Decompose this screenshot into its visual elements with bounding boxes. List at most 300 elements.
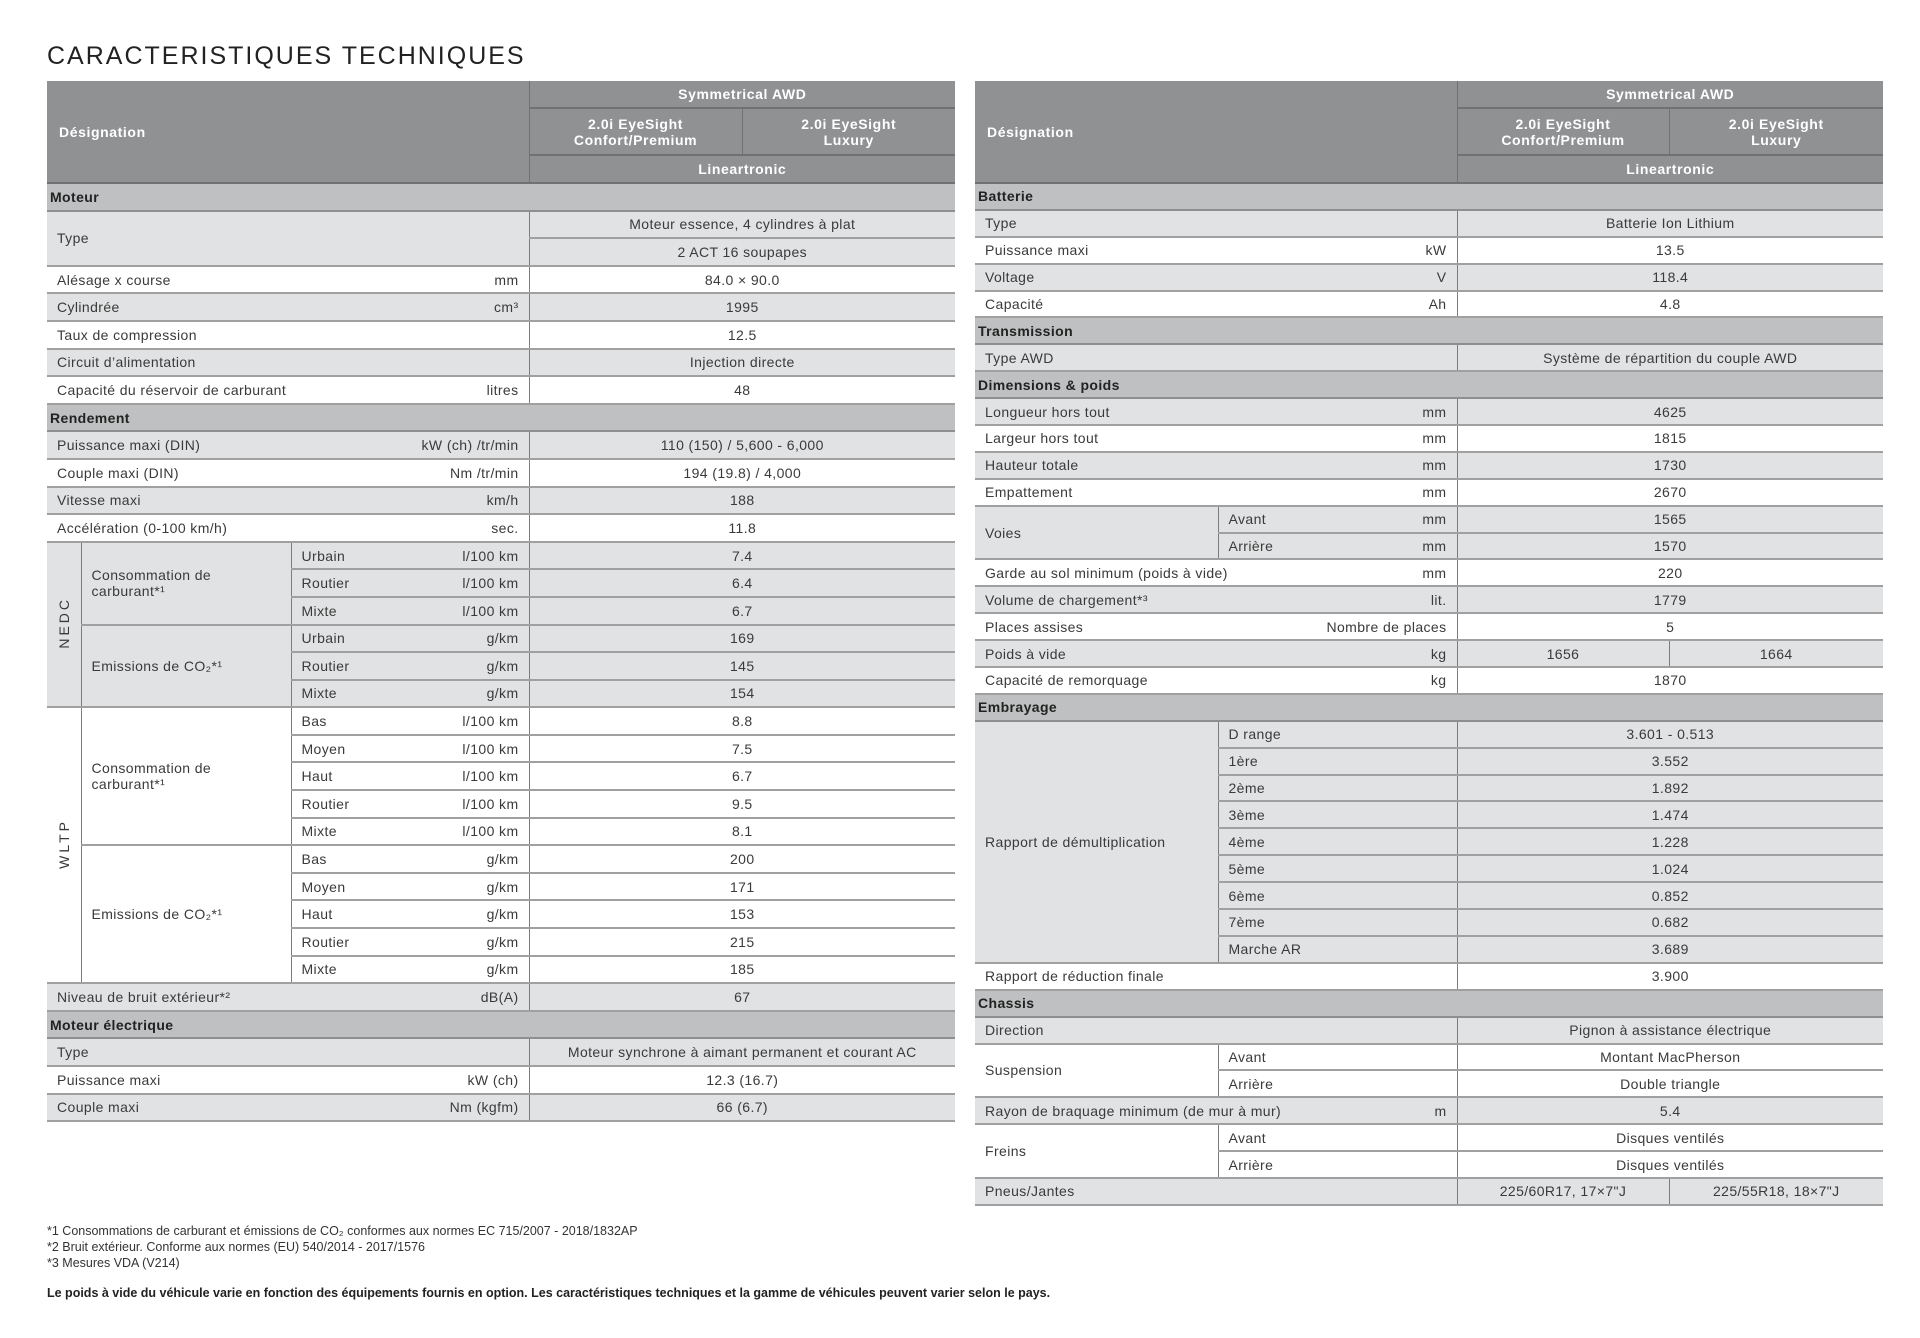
label-text: D range <box>1228 726 1282 743</box>
unit-text: g/km <box>486 933 519 950</box>
value-cell: 4.8 <box>1457 291 1883 318</box>
table-row <box>975 1017 1883 1044</box>
value-cell: 171 <box>529 873 955 901</box>
label-text: Couple maxi (DIN) <box>57 464 179 481</box>
value-cell: 12.3 (16.7) <box>529 1066 955 1094</box>
value-cell: 8.1 <box>529 818 955 846</box>
row-label <box>47 293 529 321</box>
unit-text: l/100 km <box>462 823 519 840</box>
row-label <box>47 266 529 294</box>
value-cell: 145 <box>529 652 955 680</box>
value-cell: 1570 <box>1457 533 1883 560</box>
unit-text: Nm (kgfm) <box>449 1099 519 1116</box>
value-cell: 7.4 <box>529 542 955 570</box>
value-cell: 1664 <box>1669 640 1883 667</box>
unit-text: sec. <box>491 519 519 536</box>
label-text: Routier <box>301 657 350 674</box>
row-label <box>291 956 529 984</box>
unit-text: cm³ <box>494 299 519 316</box>
label-text: Voltage <box>985 269 1035 286</box>
label-text: Direction <box>985 1022 1044 1039</box>
label-text: Bas <box>301 713 327 730</box>
label-text: Garde au sol minimum (poids à vide) <box>985 564 1228 581</box>
label-text: Longueur hors tout <box>985 403 1110 420</box>
label-text: Pneus/Jantes <box>985 1183 1075 1200</box>
label-text: Avant <box>1228 1129 1267 1146</box>
table-row <box>975 640 1883 667</box>
row-label <box>975 425 1457 452</box>
transmission-header: Lineartronic <box>529 155 955 183</box>
drive-header: Symmetrical AWD <box>1457 81 1883 108</box>
row-label <box>975 344 1457 371</box>
designation-header: Désignation <box>47 81 529 183</box>
value-cell: 48 <box>529 376 955 404</box>
group-label: Emissions de CO₂*¹ <box>81 625 291 708</box>
value-cell: 169 <box>529 625 955 653</box>
value-cell: 215 <box>529 928 955 956</box>
row-label <box>291 762 529 790</box>
row-label <box>291 625 529 653</box>
label-text: 2ème <box>1228 780 1266 797</box>
section-title: Moteur <box>47 183 955 211</box>
unit-text: mm <box>1422 484 1447 501</box>
section-row <box>975 990 1883 1017</box>
value-cell: 2670 <box>1457 479 1883 506</box>
footnote: *2 Bruit extérieur. Conforme aux normes (EU) 540/2014 - 2017/1576 <box>47 1240 425 1254</box>
table-row <box>47 376 955 404</box>
value-cell: Double triangle <box>1457 1070 1883 1097</box>
label-text: Puissance maxi <box>57 1071 161 1088</box>
label-text: Routier <box>301 933 350 950</box>
label-text: Marche AR <box>1228 941 1302 958</box>
value-cell: Système de répartition du couple AWD <box>1457 344 1883 371</box>
label-text: Mixte <box>301 823 337 840</box>
table-row <box>47 266 955 294</box>
row-label <box>975 291 1457 318</box>
table-row <box>975 425 1883 452</box>
value-cell: 225/60R17, 17×7"J <box>1457 1178 1669 1205</box>
label-text: Arrière <box>1228 538 1274 555</box>
row-label <box>1218 1070 1457 1097</box>
label-text: Urbain <box>301 547 346 564</box>
model-header: 2.0i EyeSight Luxury <box>742 108 955 155</box>
cycle-text: NEDC <box>55 597 72 649</box>
drive-header: Symmetrical AWD <box>529 81 955 108</box>
table-row <box>975 479 1883 506</box>
value-cell: 188 <box>529 487 955 515</box>
row-label <box>47 349 529 377</box>
table-row <box>47 707 955 735</box>
unit-text: g/km <box>486 685 519 702</box>
label-text: Type <box>57 1044 89 1061</box>
unit-text: m <box>1434 1102 1447 1119</box>
value-cell: Disques ventilés <box>1457 1151 1883 1178</box>
label-text: Routier <box>301 575 350 592</box>
row-label <box>975 1017 1457 1044</box>
row-label <box>291 873 529 901</box>
row-label <box>291 597 529 625</box>
table-row <box>975 344 1883 371</box>
value-cell: 185 <box>529 956 955 984</box>
table-row <box>47 514 955 542</box>
row-label <box>291 900 529 928</box>
label-text: Routier <box>301 795 350 812</box>
unit-text: mm <box>1422 538 1447 555</box>
value-cell: 6.4 <box>529 569 955 597</box>
value-cell: 200 <box>529 845 955 873</box>
value-cell: 1870 <box>1457 667 1883 694</box>
unit-text: kW (ch) /tr/min <box>421 437 519 454</box>
table-row <box>975 559 1883 586</box>
row-label <box>1218 1124 1457 1151</box>
label-text: Empattement <box>985 484 1073 501</box>
label-text: Largeur hors tout <box>985 430 1099 447</box>
row-label <box>975 667 1457 694</box>
row-label <box>975 398 1457 425</box>
label-text: Hauteur totale <box>985 457 1079 474</box>
unit-text: g/km <box>486 630 519 647</box>
unit-text: Ah <box>1428 296 1447 312</box>
row-label <box>47 1066 529 1094</box>
label-text: Type AWD <box>985 349 1054 366</box>
label-text: 1ère <box>1228 753 1259 770</box>
row-label <box>291 845 529 873</box>
label-text: Rapport de réduction finale <box>985 968 1164 985</box>
unit-text: kg <box>1430 672 1447 689</box>
unit-text: km/h <box>486 492 519 509</box>
table-row <box>47 542 955 570</box>
row-label <box>1218 801 1457 828</box>
value-cell: 3.552 <box>1457 748 1883 775</box>
table-row <box>975 291 1883 318</box>
table-row <box>975 398 1883 425</box>
label-text: Haut <box>301 768 333 785</box>
value-cell: 11.8 <box>529 514 955 542</box>
designation-header: Désignation <box>975 81 1457 183</box>
value-cell: 2 ACT 16 soupapes <box>529 238 955 266</box>
unit-text: kW <box>1425 242 1447 259</box>
value-cell: 1.228 <box>1457 828 1883 855</box>
unit-text: kW (ch) <box>467 1071 519 1088</box>
value-cell: Pignon à assistance électrique <box>1457 1017 1883 1044</box>
value-cell: 84.0 × 90.0 <box>529 266 955 294</box>
unit-text: l/100 km <box>462 547 519 564</box>
value-cell: 1.474 <box>1457 801 1883 828</box>
label-text: Places assises <box>985 618 1084 635</box>
row-label <box>975 1097 1457 1124</box>
value-cell: 5.4 <box>1457 1097 1883 1124</box>
row-label <box>291 652 529 680</box>
section-title: Dimensions & poids <box>975 371 1883 398</box>
disclaimer-note: Le poids à vide du véhicule varie en fonction des équipements fournis en option. Les caractéristiques techniques et la gamme de véhicules peuvent varier selon le pays. <box>47 1286 1051 1300</box>
table-row <box>975 506 1883 533</box>
table-row <box>975 613 1883 640</box>
row-label <box>291 928 529 956</box>
label-text: Mixte <box>301 602 337 619</box>
row-label <box>47 514 529 542</box>
row-label <box>291 818 529 846</box>
table-row <box>47 321 955 349</box>
label-text: 7ème <box>1228 914 1266 931</box>
value-cell: Montant MacPherson <box>1457 1044 1883 1071</box>
row-label <box>975 452 1457 479</box>
section-title: Chassis <box>975 990 1883 1017</box>
label-text: Capacité de remorquage <box>985 672 1148 689</box>
table-row <box>47 1038 955 1066</box>
unit-text: l/100 km <box>462 740 519 757</box>
value-cell: 6.7 <box>529 762 955 790</box>
row-label <box>975 237 1457 264</box>
model-header: 2.0i EyeSight Luxury <box>1669 108 1883 155</box>
table-row <box>975 264 1883 291</box>
table-row <box>975 721 1883 748</box>
value-cell: 12.5 <box>529 321 955 349</box>
unit-text: Nombre de places <box>1326 618 1447 635</box>
unit-text: l/100 km <box>462 713 519 730</box>
value-cell: 3.689 <box>1457 936 1883 963</box>
value-cell: 1.892 <box>1457 775 1883 802</box>
spec-table-left <box>47 81 955 1122</box>
unit-text: mm <box>1422 430 1447 447</box>
model-header: 2.0i EyeSight Confort/Premium <box>1457 108 1669 155</box>
section-title: Transmission <box>975 317 1883 344</box>
unit-text: mm <box>1422 403 1447 420</box>
row-label <box>975 963 1457 990</box>
row-label <box>975 586 1457 613</box>
table-row <box>975 1178 1883 1205</box>
table-row <box>47 211 955 239</box>
row-label <box>47 459 529 487</box>
value-cell: 1779 <box>1457 586 1883 613</box>
label-text: Alésage x course <box>57 271 171 288</box>
unit-text: g/km <box>486 906 519 923</box>
table-row <box>47 983 955 1011</box>
cycle-text: WLTP <box>55 818 72 869</box>
table-row <box>47 293 955 321</box>
group-label: Consommation de carburant*¹ <box>81 707 291 845</box>
value-cell: Batterie Ion Lithium <box>1457 210 1883 237</box>
label-text: Moyen <box>301 878 346 895</box>
row-label <box>1218 909 1457 936</box>
row-label <box>1218 882 1457 909</box>
value-cell: 5 <box>1457 613 1883 640</box>
section-row <box>47 183 955 211</box>
label-text: 3ème <box>1228 806 1266 823</box>
value-cell: 1656 <box>1457 640 1669 667</box>
row-label <box>975 1178 1457 1205</box>
row-label <box>291 569 529 597</box>
label-text: Mixte <box>301 685 337 702</box>
section-row <box>47 404 955 432</box>
label-text: Urbain <box>301 630 346 647</box>
value-cell: 9.5 <box>529 790 955 818</box>
label-text: Avant <box>1228 511 1267 528</box>
label-text: Poids à vide <box>985 645 1067 662</box>
label-text: Accélération (0-100 km/h) <box>57 519 228 536</box>
row-label <box>1218 748 1457 775</box>
label-text: Vitesse maxi <box>57 492 141 509</box>
value-cell: Disques ventilés <box>1457 1124 1883 1151</box>
test-cycle-label <box>47 542 81 708</box>
value-cell: 1.024 <box>1457 855 1883 882</box>
row-label <box>291 735 529 763</box>
unit-text: mm <box>1422 511 1447 528</box>
label-text: Capacité <box>985 296 1044 312</box>
value-cell: 4625 <box>1457 398 1883 425</box>
value-cell: Injection directe <box>529 349 955 377</box>
value-cell: 194 (19.8) / 4,000 <box>529 459 955 487</box>
row-label <box>1218 533 1457 560</box>
value-cell: 67 <box>529 983 955 1011</box>
row-label <box>1218 775 1457 802</box>
unit-text: l/100 km <box>462 795 519 812</box>
label-text: Rapport de démultiplication <box>985 833 1166 850</box>
label-text: Type <box>57 230 89 247</box>
value-cell: 0.852 <box>1457 882 1883 909</box>
row-label <box>975 613 1457 640</box>
label-text: Avant <box>1228 1048 1267 1065</box>
footnote: *1 Consommations de carburant et émissions de CO₂ conformes aux normes EC 715/2007 - 2018/1832AP <box>47 1224 638 1238</box>
footnotes <box>47 1223 638 1271</box>
value-cell: 6.7 <box>529 597 955 625</box>
unit-text: mm <box>1422 564 1447 581</box>
value-cell: 1995 <box>529 293 955 321</box>
section-row <box>975 371 1883 398</box>
label-text: 5ème <box>1228 860 1266 877</box>
label-text: Arrière <box>1228 1156 1274 1173</box>
unit-text: litres <box>486 381 519 398</box>
value-cell: 225/55R18, 18×7"J <box>1669 1178 1883 1205</box>
row-label <box>975 210 1457 237</box>
label-text: Niveau de bruit extérieur*² <box>57 989 231 1006</box>
unit-text: mm <box>1422 457 1447 474</box>
label-text: Mixte <box>301 961 337 978</box>
unit-text: kg <box>1430 645 1447 662</box>
section-title: Batterie <box>975 183 1883 210</box>
row-label <box>291 707 529 735</box>
section-title: Moteur électrique <box>47 1011 955 1039</box>
value-cell: 1730 <box>1457 452 1883 479</box>
unit-text: Nm /tr/min <box>449 464 519 481</box>
unit-text: g/km <box>486 878 519 895</box>
model-header: 2.0i EyeSight Confort/Premium <box>529 108 742 155</box>
unit-text: dB(A) <box>480 989 519 1006</box>
row-label <box>47 1094 529 1122</box>
value-cell: 3.601 - 0.513 <box>1457 721 1883 748</box>
label-text: Arrière <box>1228 1075 1274 1092</box>
row-label <box>1218 1044 1457 1071</box>
label-text: Haut <box>301 906 333 923</box>
label-text: Voies <box>985 524 1022 541</box>
table-row <box>47 845 955 873</box>
table-row <box>47 625 955 653</box>
label-text: Puissance maxi <box>985 242 1089 259</box>
row-label <box>1218 721 1457 748</box>
table-row <box>975 1124 1883 1151</box>
table-row <box>47 459 955 487</box>
value-cell: 1565 <box>1457 506 1883 533</box>
label-text: Freins <box>985 1143 1027 1160</box>
unit-text: g/km <box>486 961 519 978</box>
row-label <box>975 1044 1218 1098</box>
unit-text: mm <box>494 271 519 288</box>
label-text: Volume de chargement*³ <box>985 591 1148 608</box>
value-cell: 66 (6.7) <box>529 1094 955 1122</box>
section-title: Rendement <box>47 404 955 432</box>
label-text: Bas <box>301 851 327 868</box>
row-label <box>975 640 1457 667</box>
section-row <box>975 183 1883 210</box>
label-text: 4ème <box>1228 833 1266 850</box>
row-label <box>975 479 1457 506</box>
row-label <box>47 321 529 349</box>
table-row <box>975 210 1883 237</box>
value-cell: 153 <box>529 900 955 928</box>
footnote: *3 Mesures VDA (V214) <box>47 1256 180 1270</box>
row-label <box>291 542 529 570</box>
row-label <box>47 431 529 459</box>
value-cell: 118.4 <box>1457 264 1883 291</box>
row-label <box>291 790 529 818</box>
label-text: Couple maxi <box>57 1099 140 1116</box>
section-row <box>975 317 1883 344</box>
row-label <box>291 680 529 708</box>
row-label <box>47 376 529 404</box>
row-label <box>1218 855 1457 882</box>
value-cell: 154 <box>529 680 955 708</box>
value-cell: Moteur synchrone à aimant permanent et courant AC <box>529 1038 955 1066</box>
label-text: Rayon de braquage minimum (de mur à mur) <box>985 1102 1282 1119</box>
spec-table-right <box>975 81 1883 1206</box>
value-cell: 1815 <box>1457 425 1883 452</box>
table-row <box>975 1044 1883 1071</box>
row-label <box>975 264 1457 291</box>
table-row <box>47 1094 955 1122</box>
row-label <box>975 721 1218 963</box>
table-row <box>47 349 955 377</box>
section-row <box>47 1011 955 1039</box>
value-cell: 13.5 <box>1457 237 1883 264</box>
row-label <box>1218 1151 1457 1178</box>
table-row <box>47 1066 955 1094</box>
label-text: Cylindrée <box>57 299 120 316</box>
row-label <box>1218 936 1457 963</box>
value-cell: 3.900 <box>1457 963 1883 990</box>
row-label <box>1218 506 1457 533</box>
table-row <box>975 1097 1883 1124</box>
unit-text: g/km <box>486 851 519 868</box>
group-label: Emissions de CO₂*¹ <box>81 845 291 983</box>
section-title: Embrayage <box>975 694 1883 721</box>
group-label: Consommation de carburant*¹ <box>81 542 291 625</box>
table-row <box>47 431 955 459</box>
row-label <box>47 983 529 1011</box>
unit-text: g/km <box>486 657 519 674</box>
unit-text: lit. <box>1430 591 1447 608</box>
section-row <box>975 694 1883 721</box>
value-cell: Moteur essence, 4 cylindres à plat <box>529 211 955 239</box>
table-row <box>47 487 955 515</box>
row-label <box>47 487 529 515</box>
row-label <box>1218 828 1457 855</box>
transmission-header: Lineartronic <box>1457 155 1883 183</box>
label-text: Suspension <box>985 1062 1063 1079</box>
label-text: Moyen <box>301 740 346 757</box>
page-title: CARACTERISTIQUES TECHNIQUES <box>47 42 526 70</box>
label-text: Type <box>985 215 1017 232</box>
test-cycle-label <box>47 707 81 983</box>
table-row <box>975 963 1883 990</box>
